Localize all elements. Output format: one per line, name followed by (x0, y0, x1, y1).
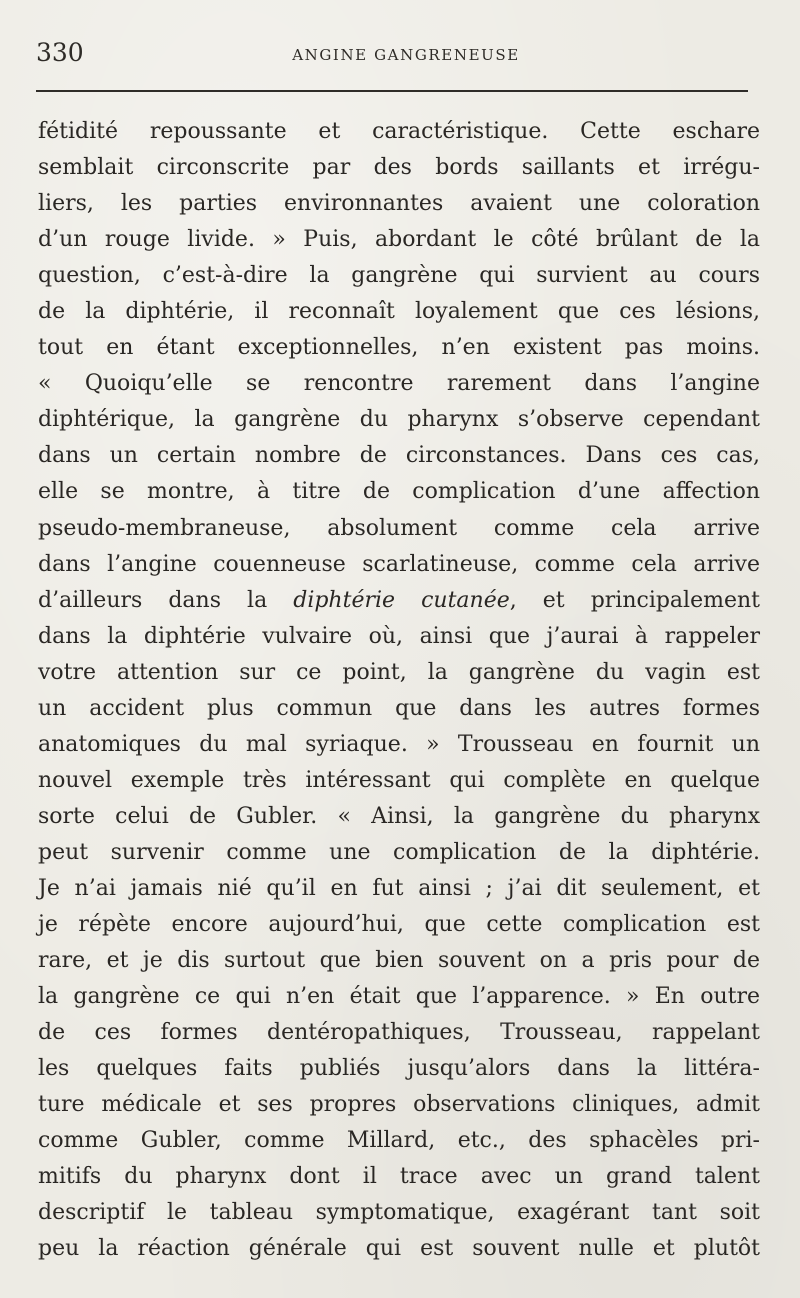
text-line: mitifs du pharynx dont il trace avec un grand talent (38, 1164, 760, 1190)
italic-phrase: diphtérie cutanée (293, 587, 510, 613)
text-line: question, c’est-à-dire la gangrène qui survient au cours (38, 263, 760, 289)
text-line: de la diphtérie, il reconnaît loyalement que ces lésions, (38, 299, 760, 325)
text-line: comme Gubler, comme Millard, etc., des sphacèles pri- (38, 1128, 760, 1154)
text-line: tout en étant exceptionnelles, n’en existent pas moins. (38, 335, 760, 361)
text-line: d’un rouge livide. » Puis, abordant le côté brûlant de la (38, 227, 760, 253)
text-line: votre attention sur ce point, la gangrène du vagin est (38, 659, 760, 685)
text-line: sorte celui de Gubler. « Ainsi, la gangrène du pharynx (38, 803, 760, 829)
text-line: fétidité repoussante et caractéristique. Cette eschare (38, 119, 760, 144)
text-line: dans l’angine couenneuse scarlatineuse, comme cela arrive (38, 551, 760, 577)
text-line-with-italic (38, 583, 760, 619)
running-head: ANGINE GANGRENEUSE (292, 46, 520, 64)
text-line: peu la réaction générale qui est souvent nulle et plutôt (38, 1236, 760, 1262)
body-text (38, 114, 760, 1268)
text-line: Je n’ai jamais nié qu’il en fut ainsi ; j’ai dit seulement, et (38, 875, 760, 901)
text-line: de ces formes dentéropathiques, Trousseau, rappelant (38, 1020, 760, 1046)
text-line: diphtérique, la gangrène du pharynx s’observe cependant (38, 407, 760, 433)
page-header (36, 34, 748, 74)
text-line: semblait circonscrite par des bords saillants et irrégu- (38, 155, 760, 181)
text-segment: , et principalement (509, 587, 760, 613)
text-line: dans un certain nombre de circonstances. Dans ces cas, (38, 443, 760, 469)
text-line: liers, les parties environnantes avaient une coloration (38, 191, 760, 217)
text-line: descriptif le tableau symptomatique, exagérant tant soit (38, 1200, 760, 1226)
text-line: nouvel exemple très intéressant qui complète en quelque (38, 767, 760, 793)
header-rule (36, 90, 748, 92)
text-line: elle se montre, à titre de complication d’une affection (38, 479, 760, 505)
text-line: je répète encore aujourd’hui, que cette complication est (38, 912, 760, 938)
text-line: les quelques faits publiés jusqu’alors dans la littéra- (38, 1056, 760, 1082)
text-line: pseudo-membraneuse, absolument comme cela arrive (38, 515, 760, 541)
text-line: la gangrène ce qui n’en était que l’apparence. » En outre (38, 984, 760, 1010)
page-number: 330 (36, 38, 84, 67)
text-segment: d’ailleurs dans la (38, 587, 294, 613)
text-line: peut survenir comme une complication de la diphtérie. (38, 839, 760, 865)
text-line: ture médicale et ses propres observations cliniques, admit (38, 1092, 760, 1118)
text-line: dans la diphtérie vulvaire où, ainsi que j’aurai à rappeler (38, 623, 760, 649)
text-line: rare, et je dis surtout que bien souvent on a pris pour de (38, 948, 760, 974)
text-line: un accident plus commun que dans les autres formes (38, 695, 760, 721)
text-line: anatomiques du mal syriaque. » Trousseau en fournit un (38, 731, 760, 757)
text-line: « Quoiqu’elle se rencontre rarement dans l’angine (38, 371, 760, 397)
